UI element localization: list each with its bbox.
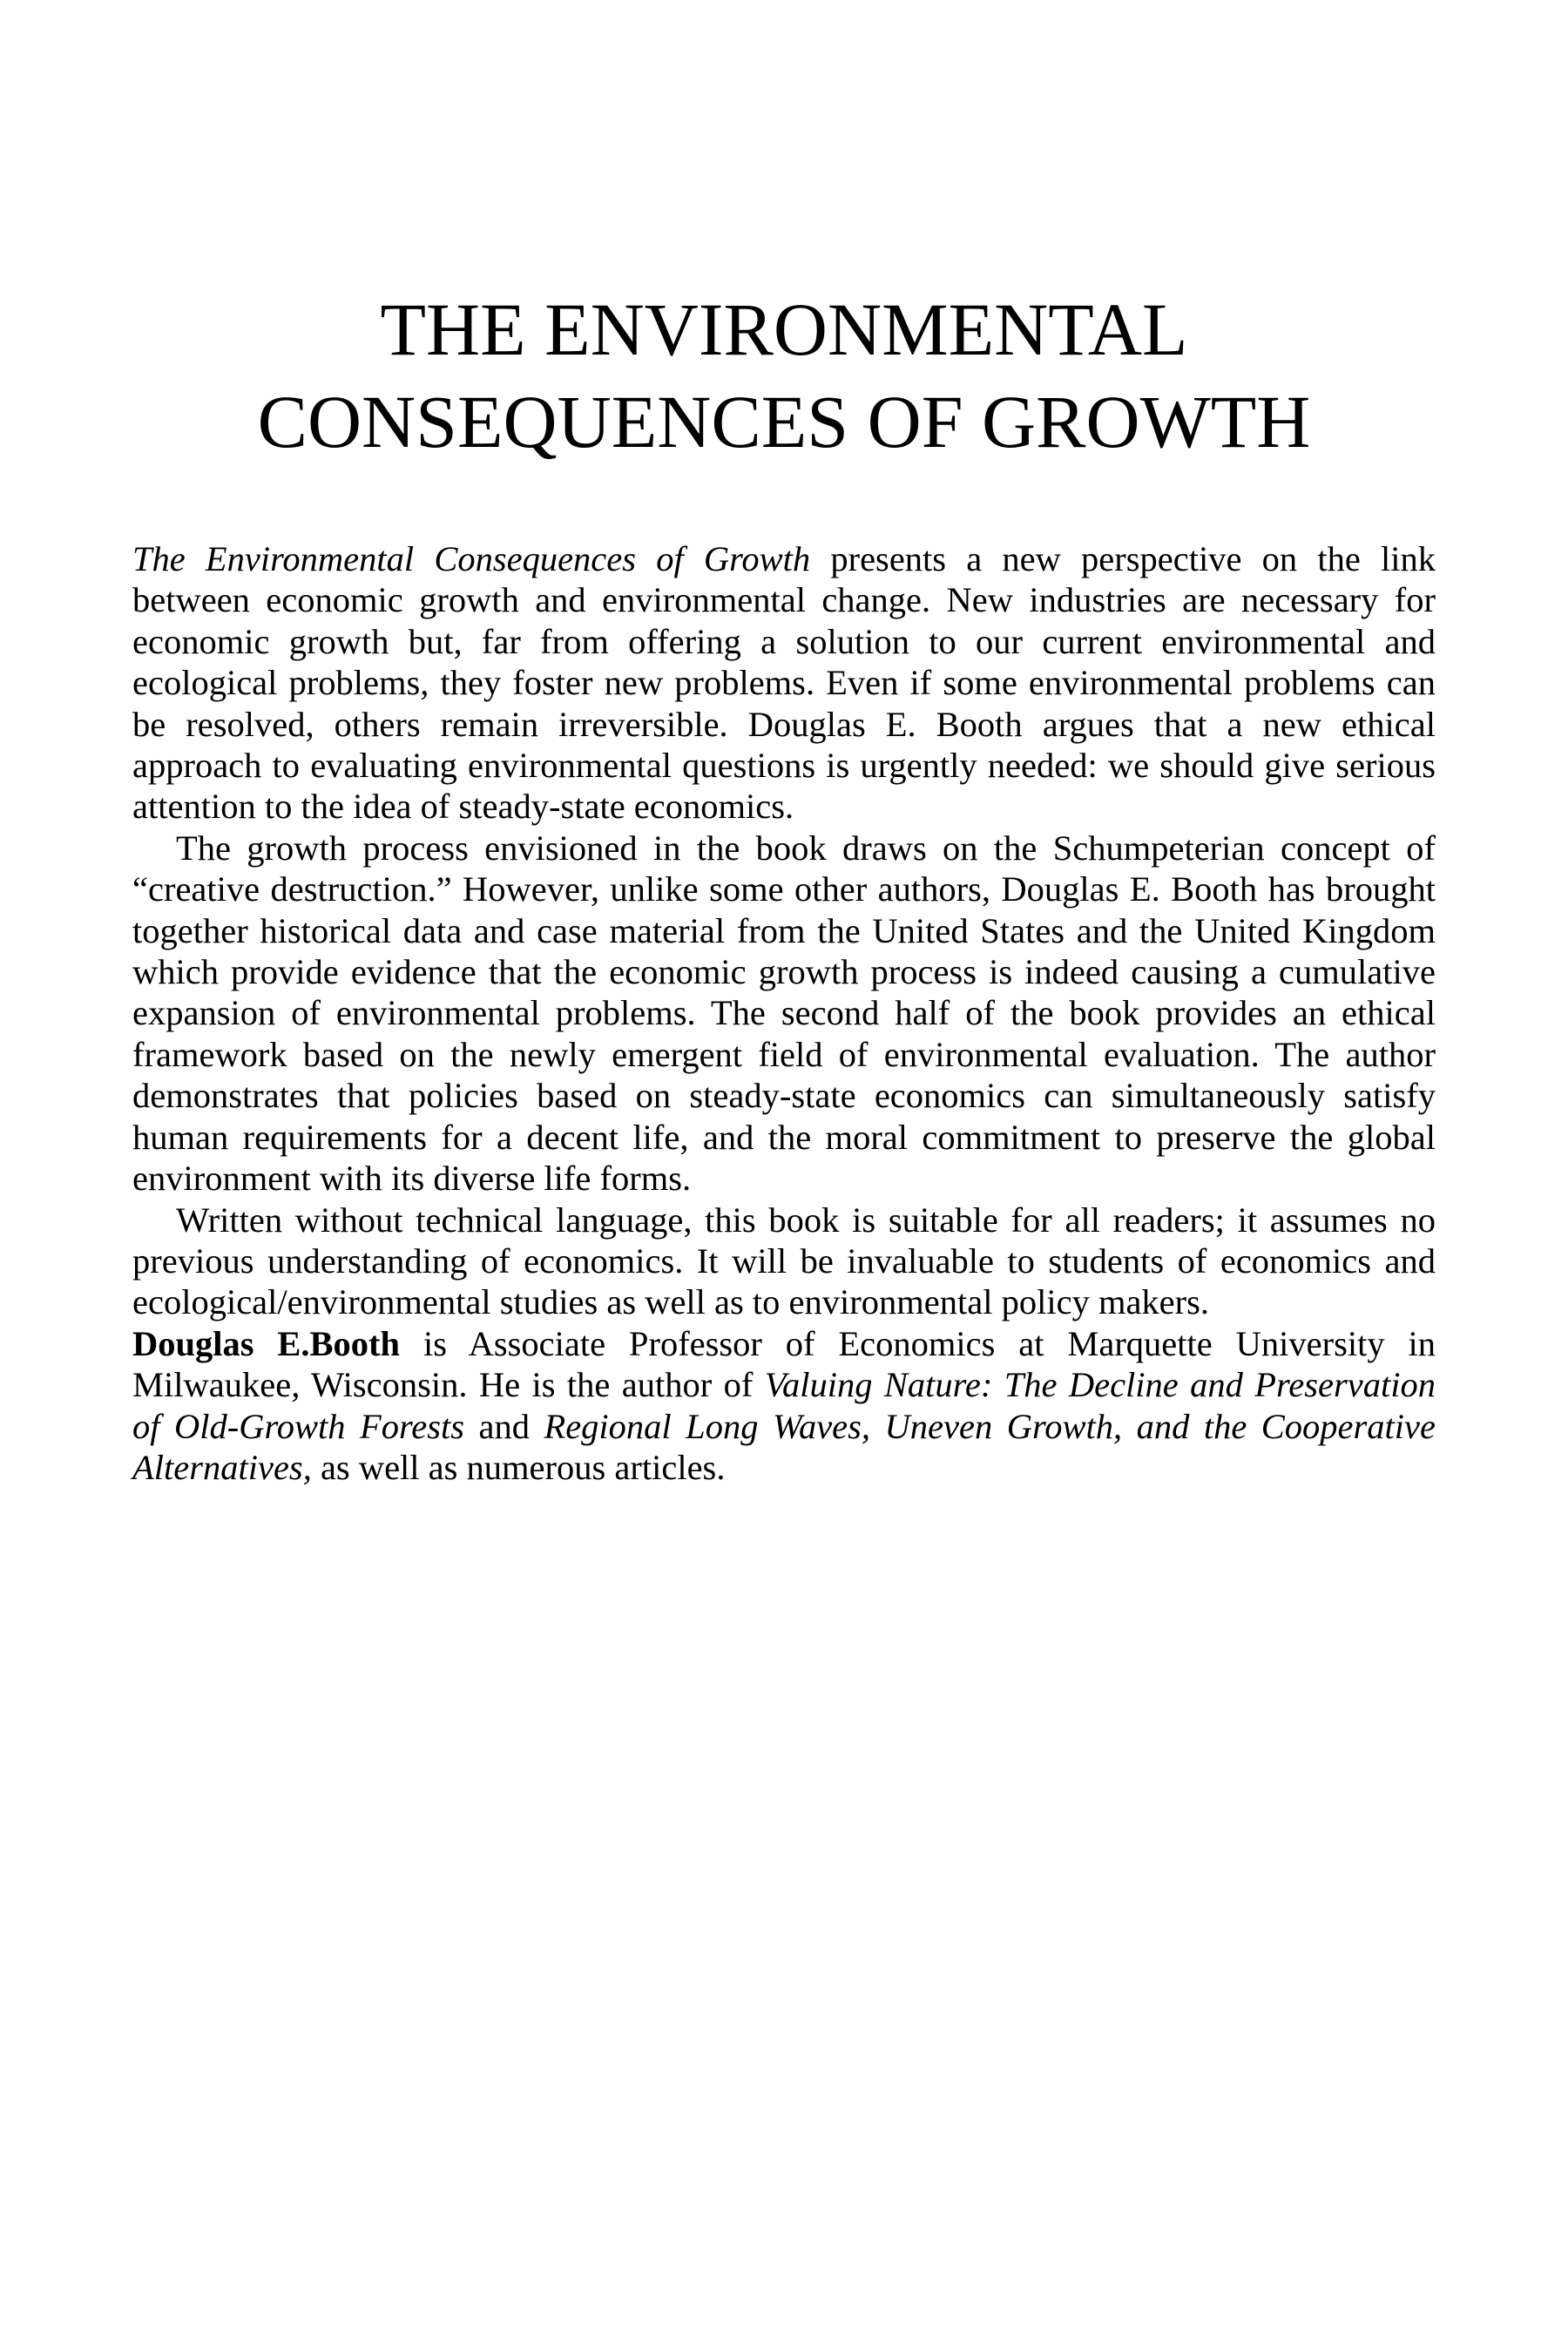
author-bio: [132, 1323, 1436, 1489]
paragraph-intro: [132, 538, 1436, 828]
author-work-1: Valuing Nature: The Decline and Preservation of Old-Growth Forests: [132, 1365, 1436, 1446]
title-line-2: CONSEQUENCES OF GROWTH: [257, 380, 1311, 463]
paragraph-growth-process: The growth process envisioned in the book draws on the Schumpeterian concept of “creative destruction.” However, unlike some other authors, Douglas E. Booth has brought together historical data and case material from the United States and the United Kingdom which provide evidence that the economic growth process is indeed causing a cumulative expansion of environmental problems. The second half of the book provides an ethical framework based on the newly emergent field of environmental evaluation. The author demonstrates that policies based on steady-state economics can simultaneously satisfy human requirements for a decent life, and the moral commitment to preserve the global environment with its diverse life forms.: [132, 828, 1436, 1199]
author-bio-text-3: as well as numerous articles.: [311, 1447, 726, 1487]
book-title-reference: The Environmental Consequences of Growth: [132, 539, 811, 578]
author-bio-text-2: and: [464, 1406, 544, 1446]
author-bio-text-1: is Associate Professor of Economics at Marquette University in Milwaukee, Wisconsin. He is the author of: [132, 1323, 1436, 1405]
paragraph-intro-text: presents a new perspective on the link between economic growth and environmental change. New industries are necessary for economic growth but, far from offering a solution to our current environmental and ecological problems, they foster new problems. Even if some environmental problems can be resolved, others remain irreversible. Douglas E. Booth argues that a new ethical approach to evaluating environmental questions is urgently needed: we should give serious attention to the idea of steady-state economics.: [132, 539, 1436, 827]
author-name: Douglas E.Booth: [132, 1323, 401, 1363]
paragraph-audience: Written without technical language, this book is suitable for all readers; it assumes no previous understanding of economics. It will be invaluable to students of economics and ecological/environmental studies as well as to environmental policy makers.: [132, 1200, 1436, 1322]
author-work-2: Regional Long Waves, Uneven Growth, and the Cooperative Alternatives,: [132, 1406, 1436, 1487]
blurb-text: [132, 538, 1436, 1488]
title-line-1: THE ENVIRONMENTAL: [380, 287, 1188, 371]
page-title: [131, 283, 1437, 468]
